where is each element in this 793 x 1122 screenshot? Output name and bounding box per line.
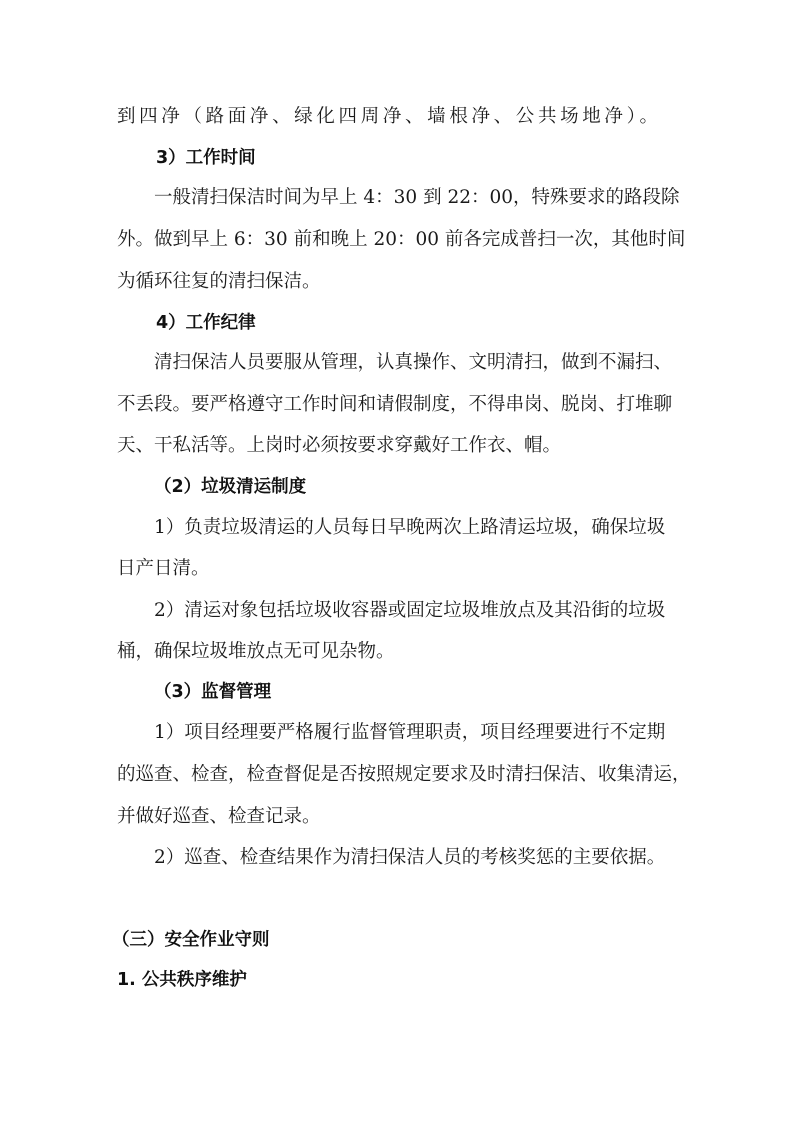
section-heading-supervision: （3）监督管理 xyxy=(154,682,272,702)
paragraph-line: 2）巡查、检查结果作为清扫保洁人员的考核奖惩的主要依据。 xyxy=(154,847,666,868)
paragraph-line: 日产日清。 xyxy=(117,558,210,579)
numbered-heading-public-order: 1. 公共秩序维护 xyxy=(117,970,247,990)
paragraph-line: 2）清运对象包括垃圾收容器或固定垃圾堆放点及其沿街的垃圾 xyxy=(154,600,666,621)
paragraph-line: 1）项目经理要严格履行监督管理职责，项目经理要进行不定期 xyxy=(154,722,666,743)
paragraph-line: 为循环往复的清扫保洁。 xyxy=(117,271,321,292)
paragraph-line: 不丢段。要严格遵守工作时间和请假制度，不得串岗、脱岗、打堆聊 xyxy=(117,394,673,415)
paragraph-line: 的巡查、检查，检查督促是否按照规定要求及时清扫保洁、收集清运， xyxy=(117,764,691,785)
paragraph-line: 1）负责垃圾清运的人员每日早晚两次上路清运垃圾，确保垃圾 xyxy=(154,517,666,538)
paragraph-line: 一般清扫保洁时间为早上 4：30 到 22：00，特殊要求的路段除 xyxy=(154,187,680,208)
subheading-work-discipline: 4）工作纪律 xyxy=(156,313,256,333)
subheading-work-hours: 3）工作时间 xyxy=(156,148,256,168)
paragraph-line: 清扫保洁人员要服从管理，认真操作、文明清扫，做到不漏扫、 xyxy=(154,352,673,373)
paragraph-line: 桶，确保垃圾堆放点无可见杂物。 xyxy=(117,641,395,662)
chapter-heading-safety-rules: （三）安全作业守则 xyxy=(112,930,270,950)
paragraph-line: 到四净（路面净、绿化四周净、墙根净、公共场地净）。 xyxy=(117,106,658,127)
section-heading-garbage-removal: （2）垃圾清运制度 xyxy=(154,477,307,497)
paragraph-line: 并做好巡查、检查记录。 xyxy=(117,806,321,827)
paragraph-line: 外。做到早上 6：30 前和晚上 20：00 前各完成普扫一次，其他时间 xyxy=(117,229,686,250)
paragraph-line: 天、干私活等。上岗时必须按要求穿戴好工作衣、帽。 xyxy=(117,435,562,456)
